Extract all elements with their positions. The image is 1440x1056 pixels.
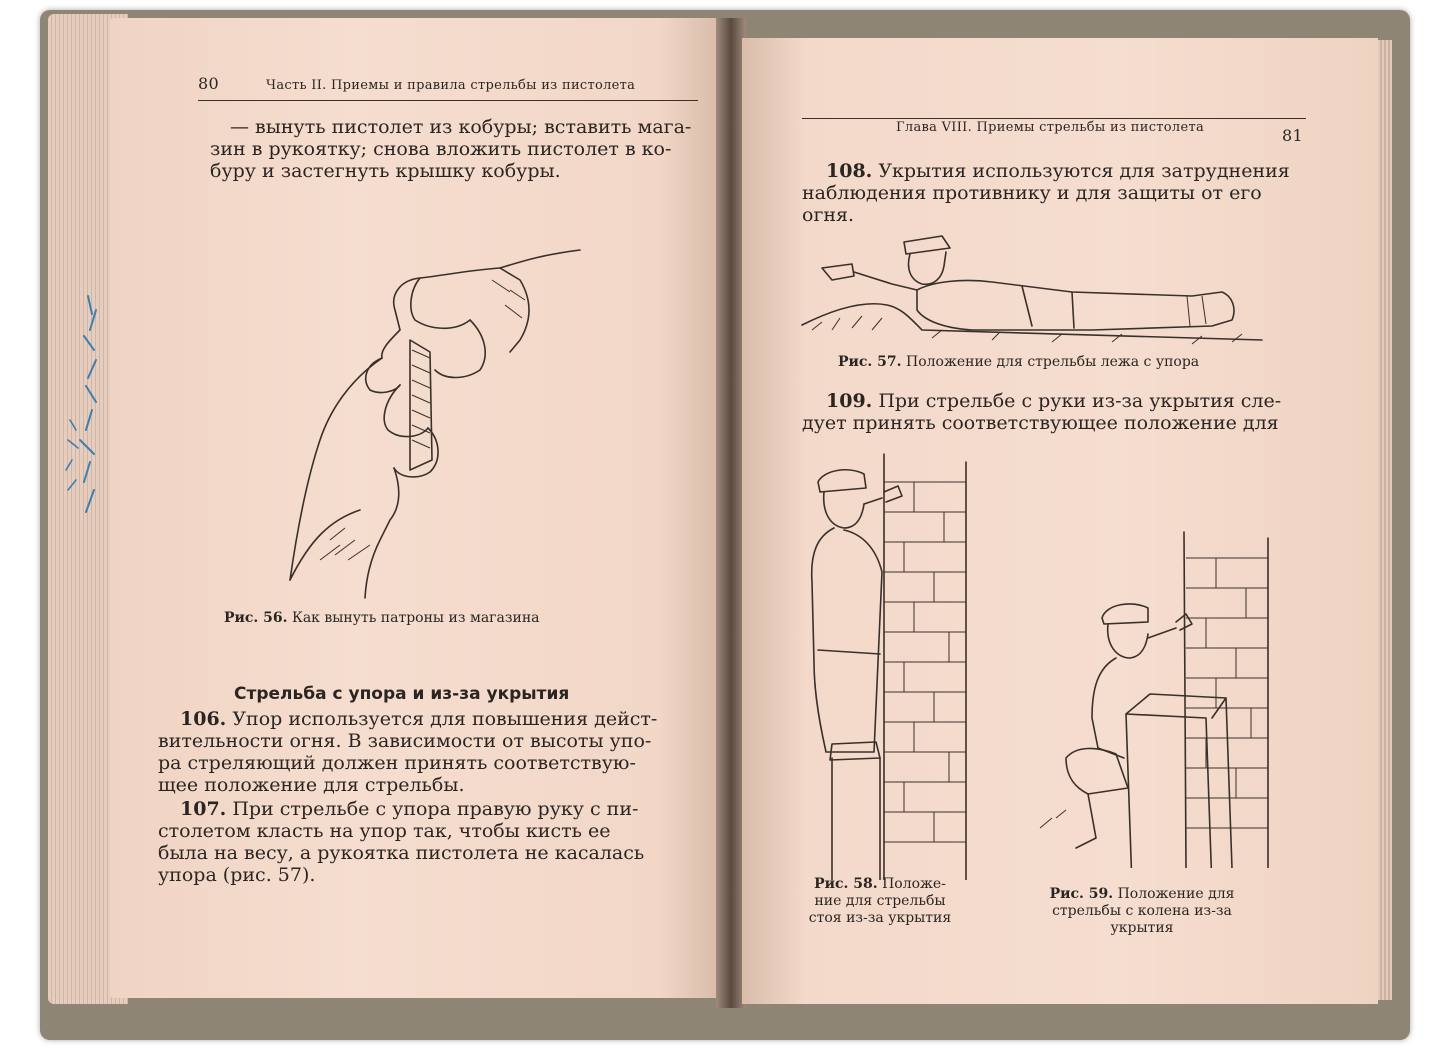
paragraph-line: вительности огня. В зависимости от высоты упо- (158, 730, 652, 752)
figure-57-caption (838, 354, 1199, 371)
paragraph-line: огня. (802, 204, 855, 226)
paragraph-line: наблюдения противнику и для защиты от его (802, 182, 1262, 204)
figure-58-label: Рис. 58. (814, 876, 878, 892)
paragraph-line: дует принять соответствующее положение для (802, 412, 1279, 434)
paragraph-line: При стрельбе с упора правую руку с пи- (232, 798, 639, 820)
figure-57-illustration (792, 230, 1272, 360)
header-rule-left (198, 100, 698, 101)
intro-line: зин в рукоятку; снова вложить пистолет в ко- (210, 138, 672, 160)
running-head-right: Глава VIII. Приемы стрельбы из пистолета (896, 120, 1205, 135)
figure-58-line: ние для стрельбы (814, 893, 946, 909)
paragraph-106 (158, 708, 698, 796)
figure-59-label: Рис. 59. (1049, 886, 1114, 902)
figure-57-text: Положение для стрельбы лежа с упора (906, 354, 1200, 370)
paragraph-line: При стрельбе с руки из-за укрытия сле- (878, 390, 1282, 412)
paragraph-line: упора (рис. 57). (158, 864, 316, 886)
section-title: Стрельба с упора и из-за укрытия (234, 684, 570, 704)
running-head-left: Часть II. Приемы и правила стрельбы из пистолета (266, 78, 636, 93)
paragraph-number: 106. (180, 708, 227, 730)
right-page (742, 38, 1378, 1004)
intro-text (210, 116, 698, 182)
figure-58-line: стоя из-за укрытия (808, 910, 952, 926)
figure-59-line: Положение для (1117, 886, 1235, 902)
intro-line: буру и застегнуть крышку кобуры. (210, 160, 561, 182)
paragraph-line: Упор используется для повышения дейст- (232, 708, 658, 730)
paragraph-number: 108. (826, 160, 873, 182)
figure-56-caption (224, 610, 540, 627)
pen-marks-margin (56, 290, 106, 520)
page-number-right: 81 (1282, 126, 1303, 145)
header-rule-right (802, 118, 1306, 119)
paragraph-line: Укрытия используются для затруднения (878, 160, 1290, 182)
figure-56-text: Как вынуть патроны из магазина (292, 610, 540, 626)
figure-58-line: Положе- (882, 876, 946, 892)
intro-line: — вынуть пистолет из кобуры; вставить мага- (230, 116, 692, 138)
figure-59-line: укрытия (1110, 920, 1174, 936)
paragraph-line: была на весу, а рукоятка пистолета не касалась (158, 842, 645, 864)
figure-58-caption (790, 876, 970, 927)
paragraph-number: 107. (180, 798, 227, 820)
paragraph-line: щее положение для стрельбы. (158, 774, 465, 796)
paragraph-107 (158, 798, 698, 886)
page-number-left: 80 (198, 74, 219, 93)
paragraph-108 (802, 160, 1302, 226)
figure-59-caption (1022, 886, 1262, 937)
paragraph-line: ра стреляющий должен принять соответствую- (158, 752, 636, 774)
paragraph-number: 109. (826, 390, 873, 412)
figure-59-illustration (1036, 518, 1276, 868)
figure-57-label: Рис. 57. (838, 354, 902, 370)
paragraph-line: столетом класть на упор так, чтобы кисть ее (158, 820, 611, 842)
figure-56-label: Рис. 56. (224, 610, 288, 626)
left-page (110, 18, 720, 998)
figure-58-illustration (804, 452, 984, 880)
figure-56-illustration (270, 240, 600, 600)
paragraph-109 (802, 390, 1302, 434)
figure-59-line: стрельбы с колена из-за (1052, 903, 1232, 919)
